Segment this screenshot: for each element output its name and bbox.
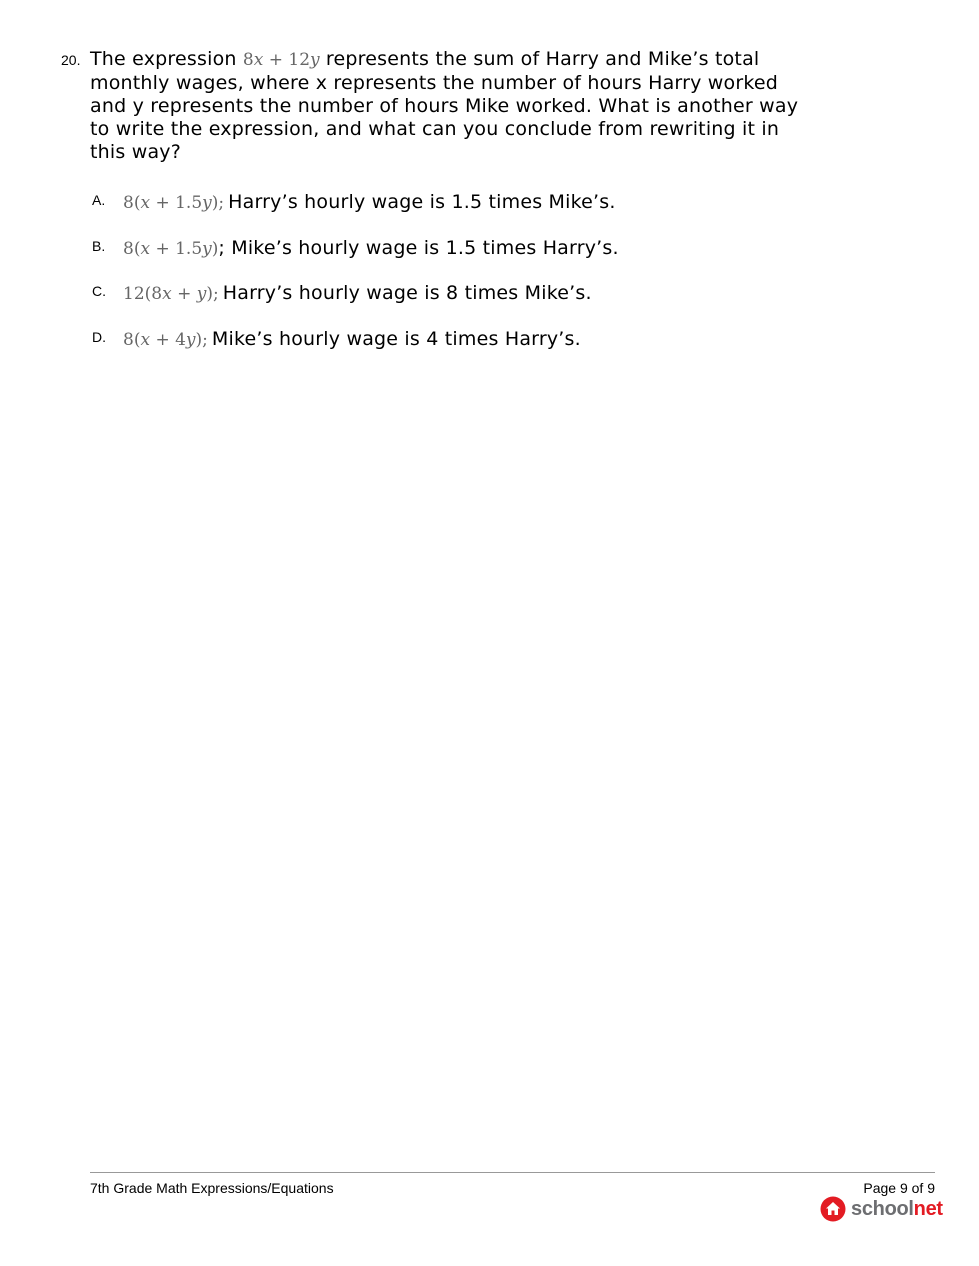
option-math: 8(x + 4y); bbox=[123, 330, 208, 350]
question-number: 20. bbox=[61, 52, 81, 68]
option-letter: D. bbox=[92, 329, 106, 345]
option-text: ; Mike’s hourly wage is 1.5 times Harry’s. bbox=[218, 237, 619, 259]
stem-text-before: The expression bbox=[90, 48, 243, 70]
option-text: Mike’s hourly wage is 4 times Harry’s. bbox=[211, 328, 581, 350]
stem-text-after: represents the sum of Harry and Mike’s total monthly wages, where x represents the number of hours Harry worked and y represents the number of hours Mike worked. What is another way to write the expression, and what can you conclude from rewriting it in this way? bbox=[90, 48, 799, 163]
schoolnet-logo bbox=[820, 1194, 943, 1224]
option-text: Harry’s hourly wage is 8 times Mike’s. bbox=[222, 282, 592, 304]
footer-test-title: 7th Grade Math Expressions/Equations bbox=[90, 1180, 334, 1196]
logo-text-net: net bbox=[913, 1197, 943, 1220]
option-letter: A. bbox=[92, 192, 106, 208]
house-icon bbox=[820, 1196, 846, 1222]
option-math: 12(8x + y); bbox=[123, 284, 219, 304]
footer-page-number: Page 9 of 9 bbox=[863, 1180, 935, 1196]
option-letter: C. bbox=[92, 283, 106, 299]
stem-math: 8x + 12y bbox=[242, 50, 320, 70]
option-math: 8(x + 1.5y); bbox=[123, 193, 225, 213]
option-letter: B. bbox=[92, 238, 106, 254]
option-math: 8(x + 1.5y) bbox=[123, 239, 219, 259]
logo-text-school: school bbox=[851, 1197, 914, 1220]
option-text: Harry’s hourly wage is 1.5 times Mike’s. bbox=[228, 191, 616, 213]
question-stem bbox=[90, 48, 820, 164]
footer-divider bbox=[90, 1172, 935, 1173]
